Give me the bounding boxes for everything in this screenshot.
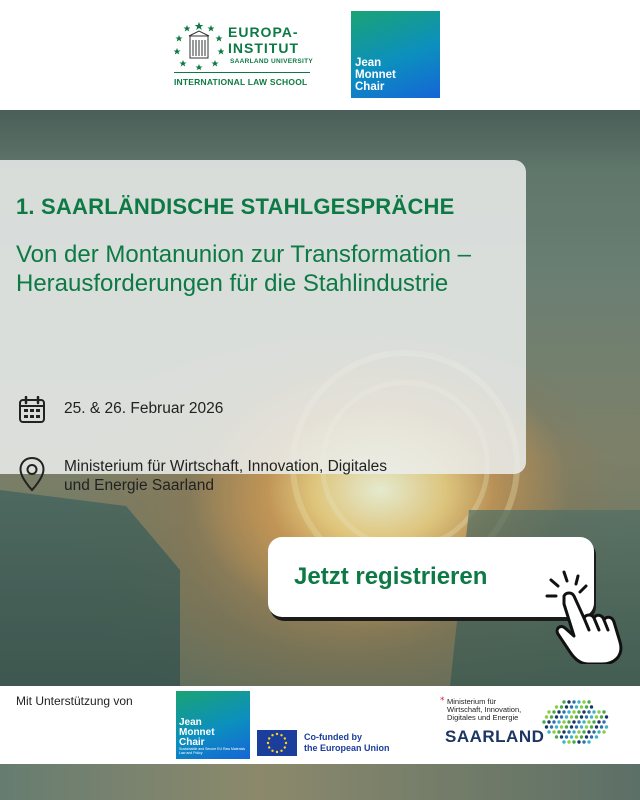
location-pin-icon: [18, 456, 46, 492]
saarland-map-dot: [585, 705, 588, 708]
saarland-map-dot: [560, 705, 563, 708]
saarland-map-dot: [575, 725, 578, 728]
saarland-map-dot: [595, 725, 598, 728]
saarland-map-dot: [545, 715, 548, 718]
saarland-map-dot: [577, 720, 580, 723]
saarland-map-dot: [567, 700, 570, 703]
europa-institut-logo[interactable]: [174, 20, 314, 90]
saarland-map-dot: [592, 720, 595, 723]
background-machinery-left: [0, 490, 180, 686]
saarland-map-dot: [575, 705, 578, 708]
europa-institut-name: [228, 24, 299, 56]
saarland-map-dot: [575, 735, 578, 738]
eu-cofunded-label: [304, 732, 390, 754]
saarland-map-dot: [570, 715, 573, 718]
saarland-map-dot: [555, 725, 558, 728]
saarland-map-dot: [562, 720, 565, 723]
event-subtitle: Von der Montanunion zur Transformation – Herausforderungen für die Stahlindustrie: [16, 241, 471, 297]
saarland-map-dot: [550, 725, 553, 728]
saarland-map-dot: [597, 710, 600, 713]
footer-sponsors: [0, 686, 640, 764]
saarland-map-dot: [562, 740, 565, 743]
saarland-map-dot: [572, 700, 575, 703]
jean-monnet-line1: Jean: [355, 57, 382, 69]
europa-institut-crest-icon: [174, 20, 224, 70]
international-law-school-label: INTERNATIONAL LAW SCHOOL: [174, 77, 308, 87]
saarland-map-dot: [585, 725, 588, 728]
jean-monnet-line3: Chair: [355, 81, 385, 93]
saarland-map-dot: [602, 730, 605, 733]
jean-monnet-chair-small-logo[interactable]: [176, 691, 250, 759]
saarland-map-dot: [572, 720, 575, 723]
saarland-map-dot: [590, 735, 593, 738]
eu-cofunded-line2: the European Union: [304, 743, 390, 753]
saarland-map-dot: [605, 715, 608, 718]
saarland-map-dot: [580, 705, 583, 708]
jean-monnet-small-text: [179, 718, 215, 748]
saarland-map-dot: [562, 700, 565, 703]
saarland-wordmark: SAARLAND: [445, 727, 545, 746]
saarland-map-dot: [570, 725, 573, 728]
saarland-map-dot: [547, 730, 550, 733]
saarland-map-dot: [552, 720, 555, 723]
saarland-map-dot: [572, 710, 575, 713]
saarland-map-dot: [577, 730, 580, 733]
saarland-map-dot: [595, 715, 598, 718]
bottom-steel-strip: [0, 764, 640, 800]
saarland-map-dot: [545, 725, 548, 728]
saarland-map-dot: [580, 735, 583, 738]
saarland-map-dot: [577, 710, 580, 713]
europa-institut-name-line2: INSTITUT: [228, 40, 299, 56]
jean-monnet-chair-logo[interactable]: [351, 11, 440, 98]
saarland-map-dot: [580, 725, 583, 728]
saarland-map-dot: [570, 705, 573, 708]
saarland-map-dot: [582, 720, 585, 723]
saarland-map-dot: [602, 710, 605, 713]
jean-monnet-small-line2: Monnet: [179, 727, 215, 738]
saarland-map-dot: [582, 740, 585, 743]
saarland-map-dot: [557, 710, 560, 713]
support-label: Mit Unterstützung von: [16, 694, 133, 708]
saarland-map-dot: [555, 715, 558, 718]
saarland-map-dot: [557, 720, 560, 723]
saarland-map-dot: [565, 705, 568, 708]
saarland-map-dot: [575, 715, 578, 718]
saarland-map-icon: [540, 698, 610, 750]
saarland-university-label: SAARLAND UNIVERSITY: [230, 58, 313, 65]
saarland-map-dot: [567, 720, 570, 723]
saarland-map-dot: [572, 740, 575, 743]
ministry-star-icon: *: [440, 696, 445, 706]
saarland-map-dot: [582, 700, 585, 703]
register-button-label: Jetzt registrieren: [294, 563, 488, 590]
saarland-map-dot: [552, 730, 555, 733]
saarland-map-dot: [542, 720, 545, 723]
saarland-map-dot: [585, 735, 588, 738]
saarland-map-dot: [582, 710, 585, 713]
saarland-map-dot: [582, 730, 585, 733]
event-venue-line2: und Energie Saarland: [64, 477, 214, 494]
saarland-map-dot: [587, 700, 590, 703]
saarland-map-dot: [560, 715, 563, 718]
saarland-map-dot: [592, 730, 595, 733]
saarland-map-dot: [567, 730, 570, 733]
saarland-map-dot: [555, 735, 558, 738]
ministry-line2: Wirtschaft, Innovation,: [447, 705, 522, 714]
ministry-line3: Digitales und Energie: [447, 713, 519, 722]
saarland-map-dot: [580, 715, 583, 718]
header: [0, 0, 640, 110]
saarland-map-dot: [590, 705, 593, 708]
saarland-map-dot: [590, 725, 593, 728]
eu-cofunded-line1: Co-funded by: [304, 732, 362, 742]
saarland-map-dot: [572, 730, 575, 733]
saarland-map-dot: [577, 700, 580, 703]
jean-monnet-chair-text: [355, 57, 396, 93]
saarland-map-dot: [587, 730, 590, 733]
eu-flag-icon[interactable]: [257, 730, 297, 756]
saarland-map-dot: [600, 725, 603, 728]
saarland-map-dot: [547, 710, 550, 713]
saarland-map-dot: [555, 705, 558, 708]
saarland-map-dot: [587, 720, 590, 723]
saarland-map-dot: [605, 725, 608, 728]
saarland-map-dot: [587, 740, 590, 743]
event-title: 1. SAARLÄNDISCHE STAHLGESPRÄCHE: [16, 194, 455, 219]
saarland-map-dot: [560, 725, 563, 728]
hero-steel-background: [0, 110, 640, 686]
jean-monnet-small-line1: Jean: [179, 717, 202, 728]
saarland-map-dot: [567, 740, 570, 743]
europa-institut-name-line1: EUROPA-: [228, 24, 299, 40]
saarland-map-dot: [595, 735, 598, 738]
saarland-map-dot: [592, 710, 595, 713]
saarland-map-dot: [567, 710, 570, 713]
event-venue: [64, 457, 387, 495]
saarland-map-dot: [597, 730, 600, 733]
saarland-map-dot: [560, 735, 563, 738]
saarland-map-dot: [552, 710, 555, 713]
saarland-map-dot: [587, 710, 590, 713]
saarland-map-dot: [577, 740, 580, 743]
saarland-map-dot: [600, 715, 603, 718]
pointing-hand-icon[interactable]: [544, 568, 628, 664]
jean-monnet-small-subtitle: Sustainable and Secure EU Raw Materials Law and Policy: [179, 747, 246, 755]
saarland-map-dot: [565, 735, 568, 738]
saarland-map-dot: [565, 715, 568, 718]
saarland-map-dot: [570, 735, 573, 738]
event-info-card: [0, 160, 526, 494]
event-venue-line1: Ministerium für Wirtschaft, Innovation, Digitales: [64, 458, 388, 475]
saarland-map-dot: [597, 720, 600, 723]
saarland-map-dot: [547, 720, 550, 723]
saarland-map-dot: [565, 725, 568, 728]
saarland-map-dot: [562, 730, 565, 733]
jean-monnet-small-line3: Chair: [179, 737, 205, 748]
jean-monnet-line2: Monnet: [355, 69, 396, 81]
logo-divider: [174, 72, 310, 73]
saarland-map-dot: [585, 715, 588, 718]
event-date: 25. & 26. Februar 2026: [64, 400, 224, 417]
saarland-map-dot: [557, 730, 560, 733]
ministry-line1: Ministerium für: [447, 697, 497, 706]
saarland-map-dot: [590, 715, 593, 718]
calendar-icon: [18, 396, 46, 424]
saarland-map-dot: [602, 720, 605, 723]
saarland-map-dot: [550, 715, 553, 718]
saarland-map-dot: [562, 710, 565, 713]
